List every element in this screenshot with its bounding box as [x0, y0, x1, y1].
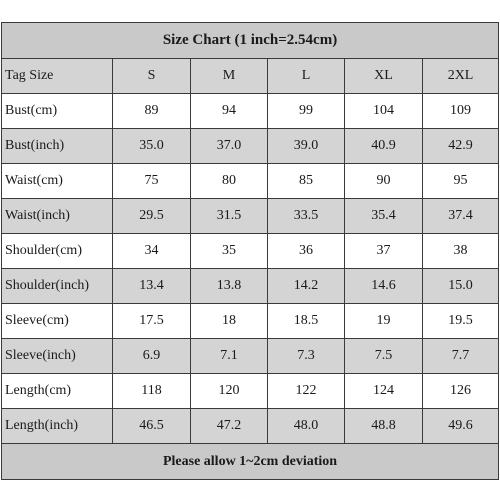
table-cell: 29.5 — [113, 199, 191, 234]
row-label: Shoulder(inch) — [2, 269, 113, 304]
column-header-2xl: 2XL — [423, 59, 499, 94]
table-cell: 33.5 — [268, 199, 345, 234]
row-label: Bust(cm) — [2, 94, 113, 129]
row-label: Waist(cm) — [2, 164, 113, 199]
table-cell: 35.4 — [345, 199, 423, 234]
table-cell: 85 — [268, 164, 345, 199]
table-cell: 19 — [345, 304, 423, 339]
table-cell: 118 — [113, 374, 191, 409]
table-cell: 13.8 — [191, 269, 268, 304]
table-cell: 18 — [191, 304, 268, 339]
table-cell: 37.4 — [423, 199, 499, 234]
table-cell: 80 — [191, 164, 268, 199]
row-label: Bust(inch) — [2, 129, 113, 164]
table-cell: 109 — [423, 94, 499, 129]
table-cell: 6.9 — [113, 339, 191, 374]
table-cell: 40.9 — [345, 129, 423, 164]
table-cell: 120 — [191, 374, 268, 409]
table-cell: 47.2 — [191, 409, 268, 444]
table-cell: 95 — [423, 164, 499, 199]
table-cell: 39.0 — [268, 129, 345, 164]
column-header-m: M — [191, 59, 268, 94]
table-cell: 48.8 — [345, 409, 423, 444]
table-cell: 35 — [191, 234, 268, 269]
table-cell: 7.3 — [268, 339, 345, 374]
table-cell: 19.5 — [423, 304, 499, 339]
table-row — [2, 409, 499, 444]
table-cell: 14.6 — [345, 269, 423, 304]
table-cell: 48.0 — [268, 409, 345, 444]
table-cell: 126 — [423, 374, 499, 409]
table-cell: 15.0 — [423, 269, 499, 304]
table-cell: 37 — [345, 234, 423, 269]
table-cell: 13.4 — [113, 269, 191, 304]
table-row — [2, 234, 499, 269]
table-cell: 18.5 — [268, 304, 345, 339]
table-cell: 90 — [345, 164, 423, 199]
table-cell: 7.7 — [423, 339, 499, 374]
table-row — [2, 164, 499, 199]
table-row — [2, 199, 499, 234]
column-header-xl: XL — [345, 59, 423, 94]
table-title: Size Chart (1 inch=2.54cm) — [2, 23, 499, 59]
header-row — [2, 59, 499, 94]
table-cell: 124 — [345, 374, 423, 409]
row-label: Waist(inch) — [2, 199, 113, 234]
table-cell: 17.5 — [113, 304, 191, 339]
column-header-l: L — [268, 59, 345, 94]
size-chart-table — [1, 22, 499, 480]
table-row — [2, 129, 499, 164]
table-cell: 42.9 — [423, 129, 499, 164]
table-row — [2, 304, 499, 339]
table-cell: 14.2 — [268, 269, 345, 304]
row-label: Sleeve(inch) — [2, 339, 113, 374]
table-cell: 7.5 — [345, 339, 423, 374]
title-row — [2, 23, 499, 59]
table-cell: 31.5 — [191, 199, 268, 234]
table-cell: 89 — [113, 94, 191, 129]
table-row — [2, 339, 499, 374]
row-label: Sleeve(cm) — [2, 304, 113, 339]
table-cell: 122 — [268, 374, 345, 409]
deviation-note: Please allow 1~2cm deviation — [2, 444, 499, 480]
table-cell: 99 — [268, 94, 345, 129]
table-cell: 7.1 — [191, 339, 268, 374]
table-cell: 36 — [268, 234, 345, 269]
row-label: Shoulder(cm) — [2, 234, 113, 269]
row-label: Length(inch) — [2, 409, 113, 444]
table-cell: 104 — [345, 94, 423, 129]
table-cell: 94 — [191, 94, 268, 129]
column-header-s: S — [113, 59, 191, 94]
table-cell: 35.0 — [113, 129, 191, 164]
table-cell: 37.0 — [191, 129, 268, 164]
table-cell: 46.5 — [113, 409, 191, 444]
table-cell: 34 — [113, 234, 191, 269]
table-row — [2, 269, 499, 304]
table-cell: 75 — [113, 164, 191, 199]
row-label: Length(cm) — [2, 374, 113, 409]
table-row — [2, 94, 499, 129]
table-cell: 49.6 — [423, 409, 499, 444]
column-header-tag-size: Tag Size — [2, 59, 113, 94]
table-row — [2, 374, 499, 409]
footer-row — [2, 444, 499, 480]
table-cell: 38 — [423, 234, 499, 269]
